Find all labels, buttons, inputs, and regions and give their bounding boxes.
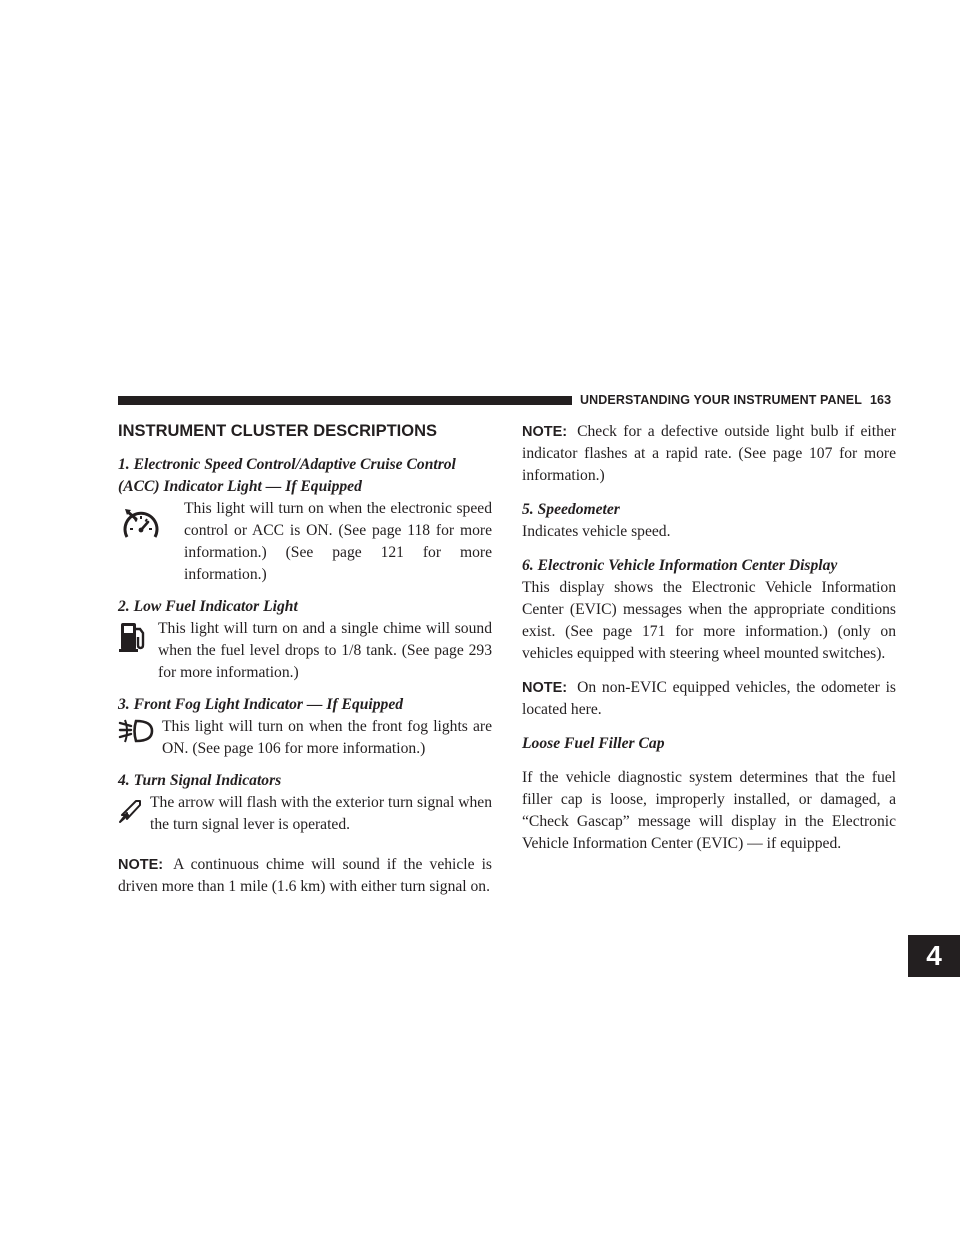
item4-block [118, 792, 492, 836]
fog-light-icon [118, 716, 162, 751]
left-column [118, 421, 492, 898]
item2-block [118, 618, 492, 684]
right-note-2 [522, 677, 896, 721]
note-text: A continuous chime will sound if the vehicle is driven more than 1 mile (1.6 km) with either turn signal on. [118, 856, 492, 895]
item3-body: This light will turn on when the front fog lights are ON. (See page 106 for more information.) [162, 718, 492, 757]
item6-body: This display shows the Electronic Vehicle Information Center (EVIC) messages when the appropriate conditions exist. (See page 171 for more information.) (only on vehicles equipped with steering wheel mounted switches). [522, 579, 896, 662]
chapter-tab: 4 [908, 935, 960, 977]
note-label: NOTE: [522, 424, 568, 440]
running-head-title: UNDERSTANDING YOUR INSTRUMENT PANEL [580, 393, 862, 407]
item2-title: 2. Low Fuel Indicator Light [118, 598, 298, 615]
item3-title: 3. Front Fog Light Indicator — If Equipped [118, 696, 404, 713]
loose-cap-body: If the vehicle diagnostic system determines that the fuel filler cap is loose, improperly installed, or damaged, a “Check Gascap” message will display in the Electronic Vehicle Information Center (EVIC) — if equipped. [522, 769, 896, 852]
left-note [118, 854, 492, 898]
speed-control-icon [118, 498, 184, 551]
section-title: INSTRUMENT CLUSTER DESCRIPTIONS [118, 422, 438, 440]
turn-signal-arrow-icon [118, 792, 150, 831]
note-text: On non-EVIC equipped vehicles, the odometer is located here. [522, 679, 896, 718]
page-number: 163 [869, 393, 892, 407]
note-text: Check for a defective outside light bulb if either indicator flashes at a rapid rate. (See page 107 for more information.) [522, 423, 896, 484]
item1-block [118, 498, 492, 586]
note-label: NOTE: [118, 857, 164, 873]
running-head [580, 393, 896, 407]
item1-body: This light will turn on when the electronic speed control or ACC is ON. (See page 118 for more information.) (See page 121 for more information.) [184, 500, 492, 583]
item4-body: The arrow will flash with the exterior turn signal when the turn signal lever is operated. [150, 794, 492, 833]
right-note-1 [522, 421, 896, 487]
item4-title: 4. Turn Signal Indicators [118, 772, 282, 789]
header-rule [118, 396, 572, 405]
item6-title: 6. Electronic Vehicle Information Center Display [522, 557, 838, 574]
fuel-pump-icon [118, 618, 158, 661]
item3-block [118, 716, 492, 760]
loose-cap-title: Loose Fuel Filler Cap [522, 735, 665, 752]
item1-title-line2: (ACC) Indicator Light — If Equipped [118, 478, 362, 495]
note-label: NOTE: [522, 680, 568, 696]
item5-title: 5. Speedometer [522, 501, 620, 518]
item5-body: Indicates vehicle speed. [522, 523, 671, 540]
item1-title-line1: 1. Electronic Speed Control/Adaptive Cruise Control [118, 456, 456, 473]
right-column [522, 421, 896, 855]
item2-body: This light will turn on and a single chime will sound when the fuel level drops to 1/8 tank. (See page 293 for more information.) [158, 620, 492, 681]
